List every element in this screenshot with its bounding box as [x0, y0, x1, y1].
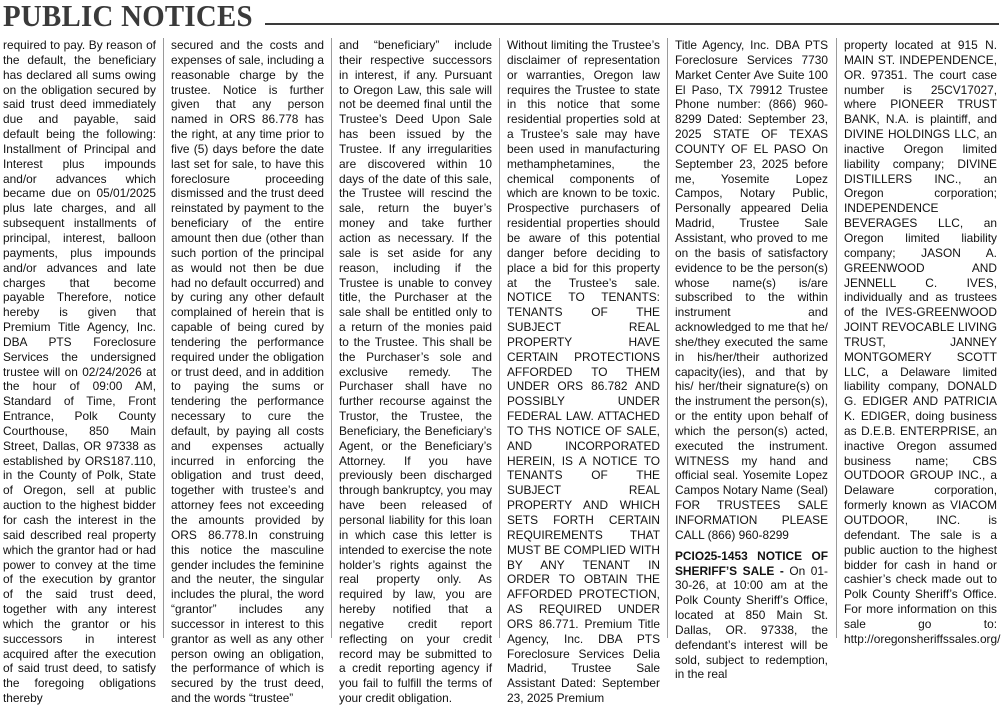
notice-column-2-text: secured and the costs and expenses of sale, including a reasonable charge by the trustee. Notice is further given that any person named in ORS 86.778 has the right, at any time prior to five (5) days before the date last set for sale, to have this foreclosure proceeding dismissed and the trust deed reinstated by payment to the beneficiary of the entire amount then due (other than such portion of the principal as would not then be due had no default occurred) and by curing any other default complained of herein that is capable of being cured by tendering the performance required under the obligation or trust deed, and in addition to paying the sums or tendering the performance necessary to cure the default, by paying all costs and expenses actually incurred in enforcing the obligation and trust deed, together with trustee’s and attorney fees not exceeding the amounts provided by ORS 86.778.In construing this notice the masculine gender includes the feminine and the neuter, the singular includes the plural, the word “grantor” includes any successor in interest to this grantor as well as any other person owing an obligation, the performance of which is secured by the trust deed, and the words “trustee”: [171, 38, 324, 706]
notice-column-1: [3, 38, 156, 706]
notice-column-3-text: and “beneficiary” include their respective successors in interest, if any. Pursuant to Oregon Law, this sale will not be deemed final until the Trustee’s Deed Upon Sale has been issued by the Trustee. If any irregularities are discovered within 10 days of the date of this sale, the Trustee will rescind the sale, return the buyer’s money and take further action as necessary. If the sale is set aside for any reason, including if the Trustee is unable to convey title, the Purchaser at the sale shall be entitled only to a return of the monies paid to the Trustee. This shall be the Purchaser’s sole and exclusive remedy. The Purchaser shall have no further recourse against the Trustor, the Trustee, the Beneficiary, the Beneficiary’s Agent, or the Beneficiary’s Attorney. If you have previously been discharged through bankruptcy, you may have been released of personal liability for this loan in which case this letter is intended to exercise the note holder’s rights against the real property only. As required by law, you are hereby notified that a negative credit report reflecting on your credit record may be submitted to a credit reporting agency if you fail to fulfill the terms of your credit obligation.: [339, 38, 492, 706]
sheriff-sale-notice: [675, 549, 828, 683]
notice-column-4-text: Without limiting the Trustee’s disclaimer of representation or warranties, Oregon law requires the Trustee to state in this notice that some residential properties sold at a Trustee’s sale may have been used in manufacturing methamphetamines, the chemical components of which are known to be toxic. Prospective purchasers of residential properties should be aware of this potential danger before deciding to place a bid for this property at the Trustee’s sale. NOTICE TO TENANTS: TENANTS OF THE SUBJECT REAL PROPERTY HAVE CERTAIN PROTECTIONS AFFORDED TO THEM UNDER ORS 86.782 AND POSSIBLY UNDER FEDERAL LAW. ATTACHED TO THS NOTICE OF SALE, AND INCORPORATED HEREIN, IS A NOTICE TO TENANTS OF THE SUBJECT REAL PROPERTY AND WHICH SETS FORTH CERTAIN REQUIREMENTS THAT MUST BE COMPLIED WITH BY ANY TENANT IN ORDER TO OBTAIN THE AFFORDED PROTECTION, AS REQUIRED UNDER ORS 86.771. Premium Title Agency, Inc. DBA PTS Foreclosure Services Delia Madrid, Trustee Sale Assistant Dated: September 23, 2025 Premium: [507, 38, 660, 706]
sheriff-sale-text: On 01-30-26, at 10:00 am at the Polk County Sheriff’s Office, located at 850 Main St. Dallas, OR. 97338, the defendant’s interest will be sold, subject to redemption, in the real: [675, 563, 828, 682]
sheriff-sale-heading: PCIO25-1453 NOTICE OF SHERIFF’S SALE -: [675, 548, 828, 578]
notice-column-3: [339, 38, 492, 706]
notices-columns: [0, 38, 1002, 706]
section-title: PUBLIC NOTICES: [3, 0, 253, 33]
notice-column-2: [171, 38, 324, 706]
notice-column-4: [507, 38, 660, 706]
column-divider: [163, 38, 164, 638]
column-divider: [667, 38, 668, 638]
masthead: [3, 0, 999, 33]
column-divider: [331, 38, 332, 638]
notice-column-6: [844, 38, 1001, 646]
notice-column-5: [675, 38, 828, 682]
notice-column-6-text: property located at 915 N. MAIN ST. INDEPENDENCE, OR. 97351. The court case number is 25CV17027, where PIONEER TRUST BANK, N.A. is plaintiff, and DIVINE HOLDINGS LLC, an inactive Oregon limited liability company; DIVINE DISTILLERS INC., an Oregon corporation; INDEPENDENCE BEVERAGES LLC, an Oregon limited liability company; JASON A. GREENWOOD AND JENNELL C. IVES, individually and as trustees of the IVES-GREENWOOD JOINT REVOCABLE LIVING TRUST, JANNEY MONTGOMERY SCOTT LLC, a Delaware limited liability company, DONALD G. EDIGER AND PATRICIA K. EDIGER, doing business as D.E.B. ENTERPRISE, an inactive Oregon assumed business name; CBS OUTDOOR GROUP INC., a Delaware corporation, formerly known as VIACOM OUTDOOR, INC. is defendant. The sale is a public auction to the highest bidder for cash in hand or cashier’s check made out to Polk County Sheriff’s Office. For more information on this sale go to: http://oregonsheriffssales.org/: [844, 38, 1001, 646]
column-divider: [499, 38, 500, 638]
column-divider: [836, 38, 837, 638]
notice-column-1-text: required to pay. By reason of the default, the beneficiary has declared all sums owing on the obligation secured by said trust deed immediately due and payable, said default being the following: Installment of Principal and Interest plus impounds and/or advances which became due on 05/01/2025 plus late charges, and all subsequent installments of principal, interest, balloon payments, plus impounds and/or advances and late charges that become payable Therefore, notice hereby is given that Premium Title Agency, Inc. DBA PTS Foreclosure Services the undersigned trustee will on 02/24/2026 at the hour of 09:00 AM, Standard of Time, Front Entrance, Polk County Courthouse, 850 Main Street, Dallas, OR 97338 as established by ORS187.110, in the County of Polk, State of Oregon, sell at public auction to the highest bidder for cash the interest in the said described real property which the grantor had or had power to convey at the time of the execution by grantor of the said trust deed, together with any interest which the grantor or his successors in interest acquired after the execution of said trust deed, to satisfy the foregoing obligations thereby: [3, 38, 156, 706]
notice-column-5-text: Title Agency, Inc. DBA PTS Foreclosure Services 7730 Market Center Ave Suite 100 El Paso, TX 79912 Trustee Phone number: (866) 960-8299 Dated: September 23, 2025 STATE OF TEXAS COUNTY OF EL PASO On September 23, 2025 before me, Yosemite Lopez Campos, Notary Public, Personally appeared Delia Madrid, Trustee Sale Assistant, who proved to me on the basis of satisfactory evidence to be the person(s) whose name(s) is/are subscribed to the within instrument and acknowledged to me that he/ she/they executed the same in his/her/their authorized capacity(ies), and that by his/ her/their signature(s) on the instrument the person(s), or the entity upon behalf of which the person(s) acted, executed the instrument. WITNESS my hand and official seal. Yosemite Lopez Campos Notary Name (Seal) FOR TRUSTEES SALE INFORMATION PLEASE CALL (866) 960-8299: [675, 38, 828, 542]
masthead-rule: [265, 23, 999, 25]
